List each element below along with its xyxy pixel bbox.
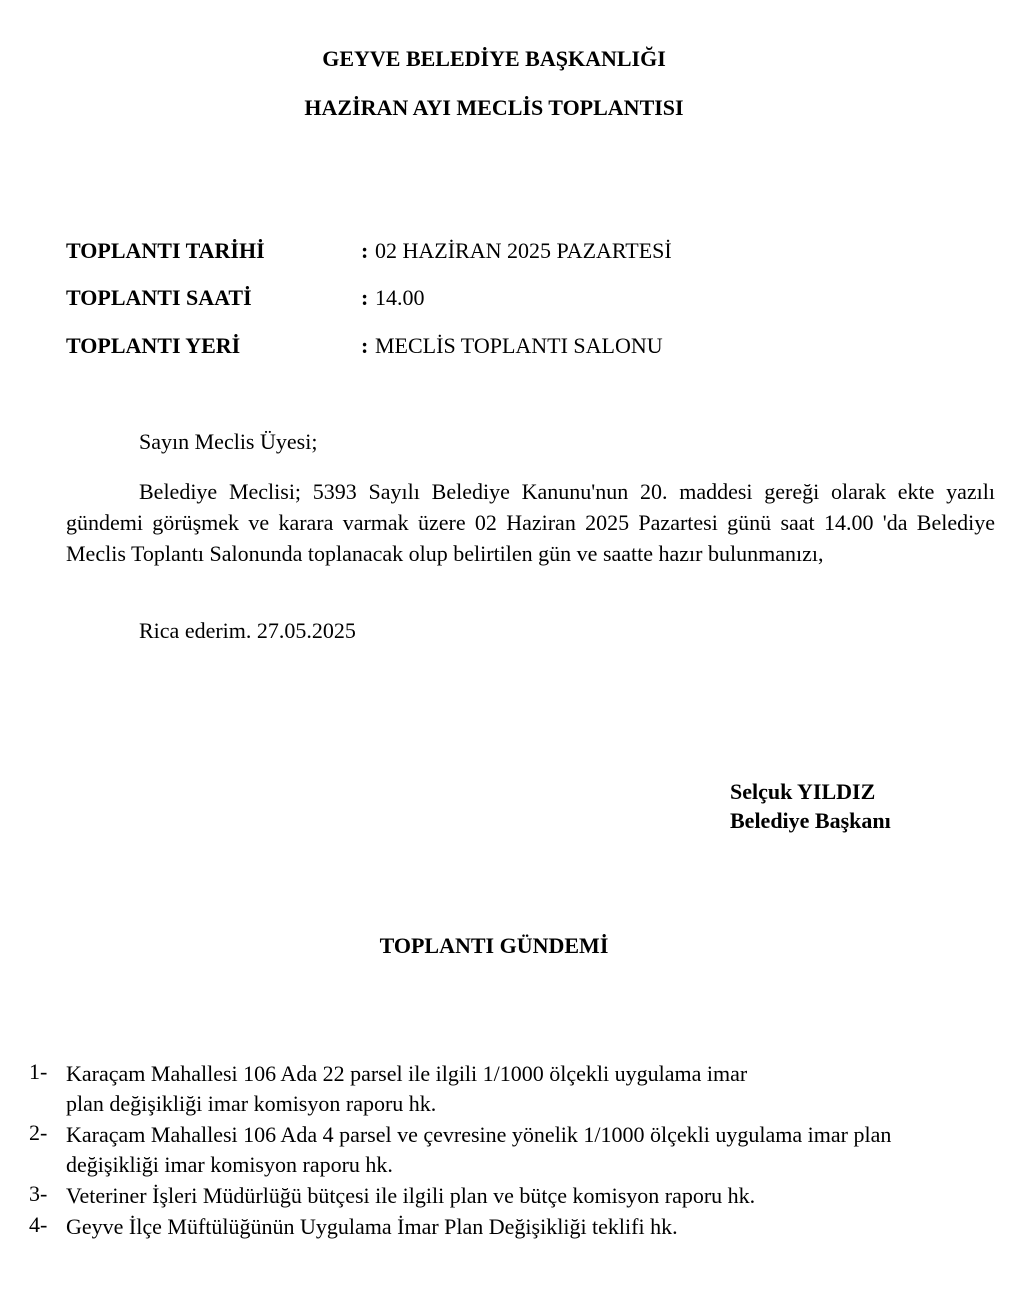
agenda-item-line: Karaçam Mahallesi 106 Ada 4 parsel ve çevresine yönelik 1/1000 ölçekli uygulama imar plan — [66, 1122, 892, 1147]
signatory-name: Selçuk YILDIZ — [730, 779, 876, 804]
document-subtitle: HAZİRAN AYI MECLİS TOPLANTISI — [304, 95, 684, 120]
meeting-date-label: TOPLANTI TARİHİ — [66, 238, 265, 263]
signatory-title: Belediye Başkanı — [730, 808, 891, 833]
agenda-item-number: 1- — [29, 1059, 48, 1084]
agenda-item-line: Geyve İlçe Müftülüğünün Uygulama İmar Plan Değişikliği teklifi hk. — [66, 1214, 678, 1239]
letter-body: Belediye Meclisi; 5393 Sayılı Belediye Kanunu'nun 20. maddesi gereği olarak ekte yazılı gündemi görüşmek ve karara varmak üzere 02 Haziran 2025 Pazartesi günü saat 14.00 'da Belediye Meclis Toplantı Salonunda toplanacak olup belirtilen gün ve saatte hazır bulunmanızı, — [66, 479, 995, 566]
agenda-item-line: Karaçam Mahallesi 106 Ada 22 parsel ile ilgili 1/1000 ölçekli uygulama imar — [66, 1061, 748, 1086]
separator-colon: : — [361, 333, 369, 358]
meeting-place-label: TOPLANTI YERİ — [66, 333, 241, 358]
meeting-date-value: 02 HAZİRAN 2025 PAZARTESİ — [375, 238, 672, 263]
agenda-item-text — [66, 1059, 747, 1119]
agenda-item-text — [66, 1212, 678, 1242]
meeting-time-value: 14.00 — [375, 285, 425, 310]
agenda-item-number: 4- — [29, 1212, 48, 1237]
separator-colon: : — [361, 285, 369, 310]
closing-line: Rica ederim. 27.05.2025 — [139, 618, 356, 643]
agenda-item-text — [66, 1181, 755, 1211]
agenda-item-text — [66, 1120, 891, 1180]
agenda-item-line: Veteriner İşleri Müdürlüğü bütçesi ile ilgili plan ve bütçe komisyon raporu hk. — [66, 1183, 756, 1208]
meeting-place-value: MECLİS TOPLANTI SALONU — [375, 333, 663, 358]
meeting-time-label: TOPLANTI SAATİ — [66, 285, 252, 310]
agenda-heading: TOPLANTI GÜNDEMİ — [379, 933, 609, 958]
salutation: Sayın Meclis Üyesi; — [139, 429, 318, 454]
separator-colon: : — [361, 238, 369, 263]
document-title: GEYVE BELEDİYE BAŞKANLIĞI — [322, 46, 666, 71]
agenda-item-line: plan değişikliği imar komisyon raporu hk. — [66, 1091, 437, 1116]
agenda-item-number: 2- — [29, 1120, 48, 1145]
agenda-item-line: değişikliği imar komisyon raporu hk. — [66, 1152, 393, 1177]
agenda-item-number: 3- — [29, 1181, 48, 1206]
